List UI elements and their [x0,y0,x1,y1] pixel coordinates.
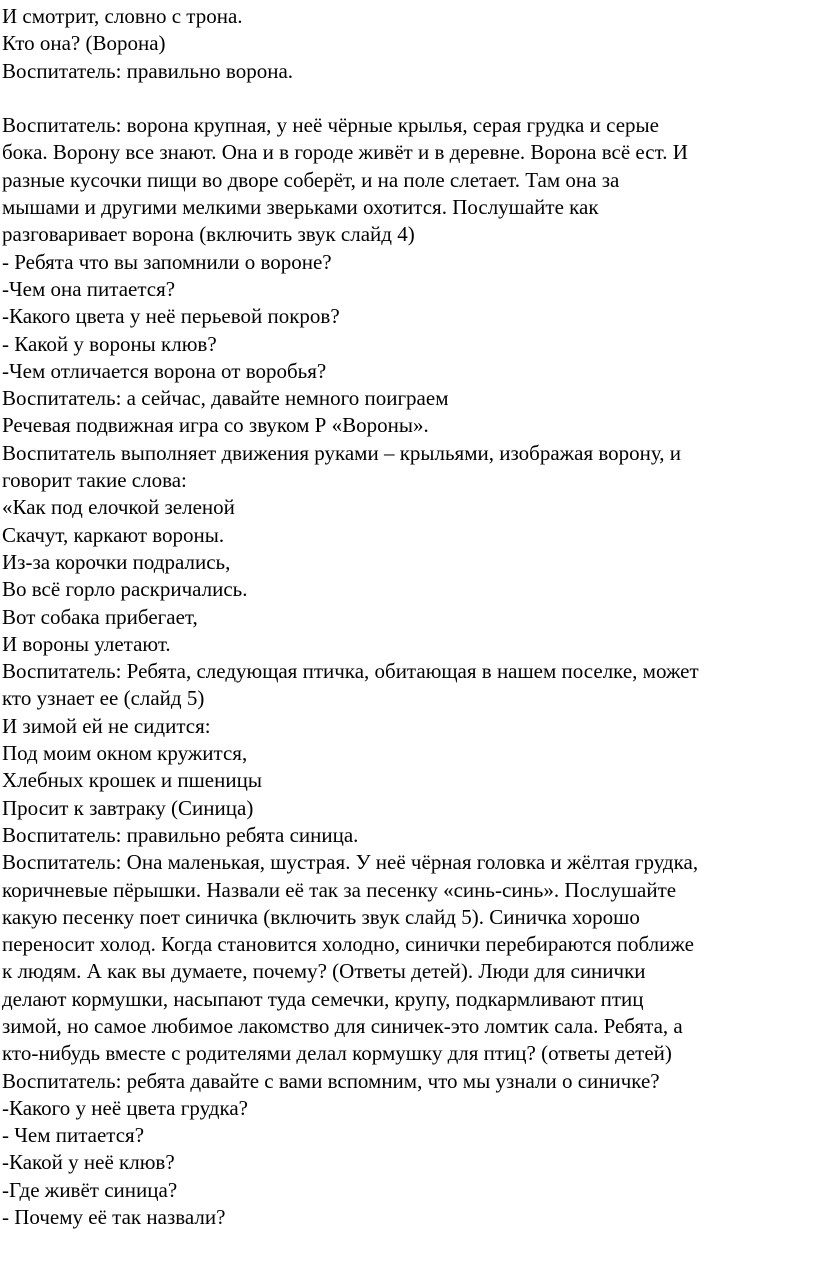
text-line: Во всё горло раскричались. [2,577,248,602]
text-line: -Где живёт синица? [2,1177,178,1202]
text-line: к людям. А как вы думаете, почему? (Ответы детей). Люди для синички [2,959,646,984]
text-line: коричневые пёрышки. Назвали её так за песенку «синь-синь». Послушайте [2,877,677,902]
text-line: Из-за корочки подрались, [2,549,231,574]
text-line: И смотрит, словно с трона. [2,4,243,28]
text-line: Воспитатель: ворона крупная, у неё чёрные крылья, серая грудка и серые [2,113,659,138]
text-line: И зимой ей не сидится: [2,713,211,738]
text-line: И вороны улетают. [2,631,171,656]
text-line: Воспитатель: ребята давайте с вами вспомним, что мы узнали о синичке? [2,1068,660,1093]
text-line: разные кусочки пищи во дворе соберёт, и на поле слетает. Там она за [2,167,620,192]
text-line: Под моим окном кружится, [2,741,248,766]
text-line: Вот собака прибегает, [2,604,198,629]
text-line: «Как под елочкой зеленой [2,495,235,520]
text-line: -Какой у неё клюв? [2,1150,175,1175]
text-line: кто узнает ее (слайд 5) [2,686,205,711]
text-line: Кто она? (Ворона) [2,31,166,56]
text-line: Воспитатель выполняет движения руками – крыльями, изображая ворону, и [2,440,682,465]
text-line: Воспитатель: Ребята, следующая птичка, обитающая в нашем поселке, может [2,659,699,684]
text-line: зимой, но самое любимое лакомство для синичек-это ломтик сала. Ребята, а [2,1013,683,1038]
text-line: Хлебных крошек и пшеницы [2,768,262,793]
text-line: -Какого цвета у неё перьевой покров? [2,304,340,329]
document-body [2,3,814,1231]
text-line: Воспитатель: правильно ворона. [2,58,294,83]
text-line: Речевая подвижная игра со звуком Р «Вороны». [2,413,429,438]
text-line: переносит холод. Когда становится холодно, синички перебираются поближе [2,932,694,957]
text-line: какую песенку поет синичка (включить звук слайд 5). Синичка хорошо [2,904,640,929]
text-line: - Чем питается? [2,1123,145,1148]
text-line: - Какой у вороны клюв? [2,331,217,356]
text-line: Просит к завтраку (Синица) [2,795,254,820]
text-line: кто-нибудь вместе с родителями делал кормушку для птиц? (ответы детей) [2,1041,672,1066]
text-line: Скачут, каркают вороны. [2,522,225,547]
text-line: делают кормушки, насыпают туда семечки, крупу, подкармливают птиц [2,986,644,1011]
text-line: - Ребята что вы запомнили о вороне? [2,249,332,274]
text-line: говорит такие слова: [2,468,187,493]
text-line: - Почему её так назвали? [2,1205,226,1230]
text-line: Воспитатель: Она маленькая, шустрая. У неё чёрная головка и жёлтая грудка, [2,850,699,875]
text-line: Воспитатель: а сейчас, давайте немного поиграем [2,386,449,411]
text-line: бока. Ворону все знают. Она и в городе живёт и в деревне. Ворона всё ест. И [2,140,688,165]
text-line: разговаривает ворона (включить звук слайд 4) [2,222,415,247]
text-line: -Чем отличается ворона от воробья? [2,358,327,383]
text-line: -Чем она питается? [2,276,176,301]
text-line: мышами и другими мелкими зверьками охотится. Послушайте как [2,195,599,220]
text-line: Воспитатель: правильно ребята синица. [2,822,359,847]
text-line: -Какого у неё цвета грудка? [2,1095,248,1120]
blank-line [2,85,814,112]
